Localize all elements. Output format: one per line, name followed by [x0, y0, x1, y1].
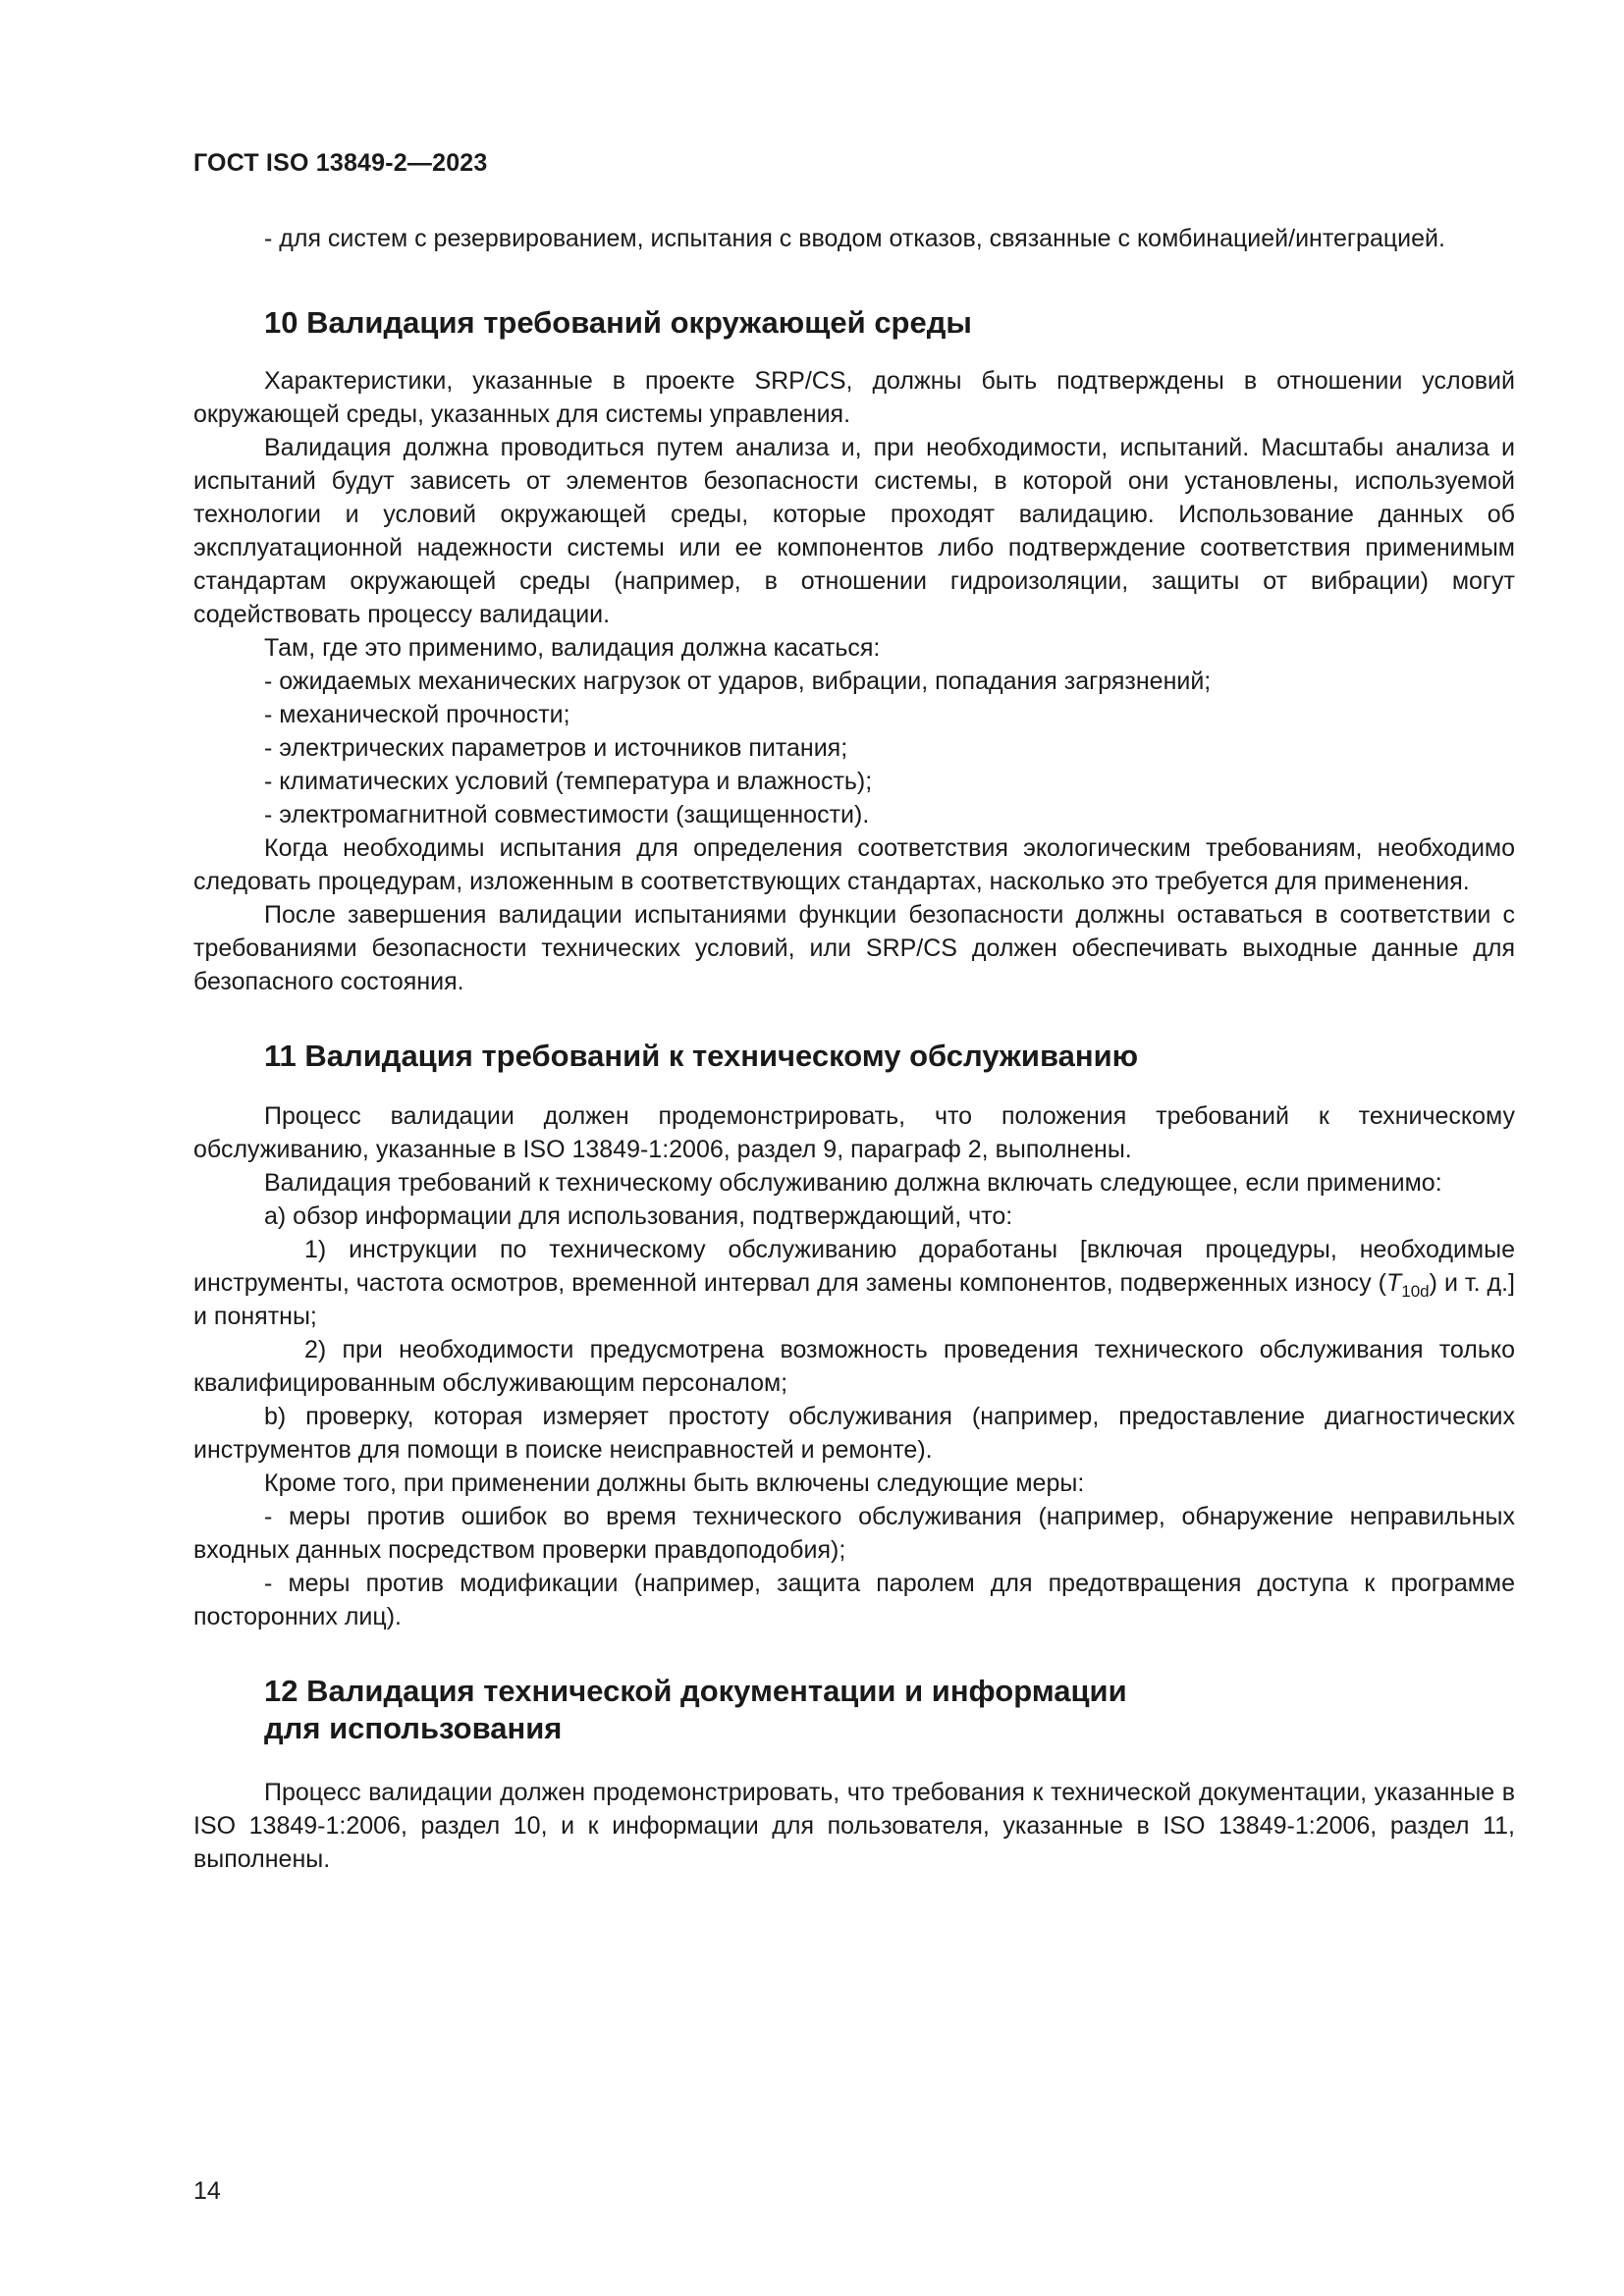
- section-10-paragraph-5: После завершения валидации испытаниями функции безопасности должны оставаться в соответствии с требованиями безопасности технических условий, или SRP/CS должен обеспечивать выходные данные для безопасного состояния.: [193, 901, 1515, 995]
- section-11-measure-2: - меры против модификации (например, защита паролем для предотвращения доступа к программе посторонних лиц).: [193, 1570, 1515, 1630]
- page-number: 14: [193, 2177, 221, 2205]
- section-10-paragraph-1: Характеристики, указанные в проекте SRP/CS, должны быть подтверждены в отношении условий окружающей среды, указанных для системы управления.: [193, 367, 1515, 428]
- document-header: ГОСТ ISO 13849-2—2023: [193, 149, 488, 177]
- section-10-list-item: - климатических условий (температура и влажность);: [264, 768, 873, 795]
- section-12-paragraph-1: Процесс валидации должен продемонстрировать, что требования к технической документации, указанные в ISO 13849-1:2006, раздел 10, и к информации для пользователя, указанные в ISO 13849-1:2006, раздел 11, выполнены.: [193, 1779, 1515, 1873]
- section-10-paragraph-4: Когда необходимы испытания для определения соответствия экологическим требованиям, необходимо следовать процедурам, изложенным в соответствующих стандартах, насколько это требуется для применения.: [193, 834, 1515, 895]
- item-1-text-start: 1) инструкции по техническому обслуживанию доработаны [включая процедуры, необходимые инструменты, частота осмотров, временной интервал для замены компонентов, подверженных износу (: [193, 1236, 1515, 1297]
- document-body: [193, 222, 1515, 1876]
- section-10-paragraph-2: Валидация должна проводиться путем анализа и, при необходимости, испытаний. Масштабы анализа и испытаний будут зависеть от элементов безопасности системы, в которой они установлены, используемой технологии и условий окружающей среды, которые проходят валидацию. Использование данных об эксплуатационной надежности системы или ее компонентов либо подтверждение соответствия применимым стандартам окружающей среды (например, в отношении гидроизоляции, защиты от вибрации) могут содействовать процессу валидации.: [193, 434, 1515, 628]
- section-12-heading-line-1: 12 Валидация технической документации и информации: [264, 1674, 1127, 1708]
- section-10-heading: 10 Валидация требований окружающей среды: [264, 305, 972, 340]
- section-11-paragraph-1: Процесс валидации должен продемонстрировать, что положения требований к техническому обслуживанию, указанные в ISO 13849-1:2006, раздел 9, параграф 2, выполнены.: [193, 1102, 1515, 1163]
- section-11-item-b: b) проверку, которая измеряет простоту обслуживания (например, предоставление диагностических инструментов для помощи в поиске неисправностей и ремонте).: [193, 1403, 1515, 1464]
- section-12-heading-line-2: для использования: [264, 1711, 563, 1745]
- section-11-paragraph-2: Валидация требований к техническому обслуживанию должна включать следующее, если применимо:: [264, 1169, 1442, 1197]
- section-10-list-item: - электрических параметров и источников питания;: [264, 734, 848, 762]
- intro-paragraph: - для систем с резервированием, испытания с вводом отказов, связанные с комбинацией/интеграцией.: [264, 225, 1445, 252]
- section-10-list-item: - ожидаемых механических нагрузок от ударов, вибрации, попадания загрязнений;: [264, 667, 1212, 695]
- section-11-item-2: 2) при необходимости предусмотрена возможность проведения технического обслуживания только квалифицированным обслуживающим персоналом;: [193, 1336, 1515, 1397]
- section-10-list-item: - механической прочности;: [264, 701, 570, 728]
- item-1-text-end: ) и т. д.] и понятны;: [193, 1269, 1515, 1330]
- variable-t: T: [1385, 1269, 1402, 1297]
- variable-subscript: 10d: [1401, 1282, 1430, 1301]
- section-11-heading: 11 Валидация требований к техническому обслуживанию: [264, 1039, 1139, 1073]
- section-11-item-1: [193, 1233, 1515, 1333]
- section-11-measure-1: - меры против ошибок во время технического обслуживания (например, обнаружение неправильных входных данных посредством проверки правдоподобия);: [193, 1503, 1515, 1564]
- section-11-paragraph-3: Кроме того, при применении должны быть включены следующие меры:: [264, 1469, 1085, 1497]
- section-11-item-a: a) обзор информации для использования, подтверждающий, что:: [264, 1202, 1013, 1230]
- section-10-paragraph-3: Там, где это применимо, валидация должна касаться:: [264, 634, 881, 662]
- section-10-list-item: - электромагнитной совместимости (защищенности).: [264, 801, 870, 828]
- section-12-heading: [193, 1673, 1515, 1747]
